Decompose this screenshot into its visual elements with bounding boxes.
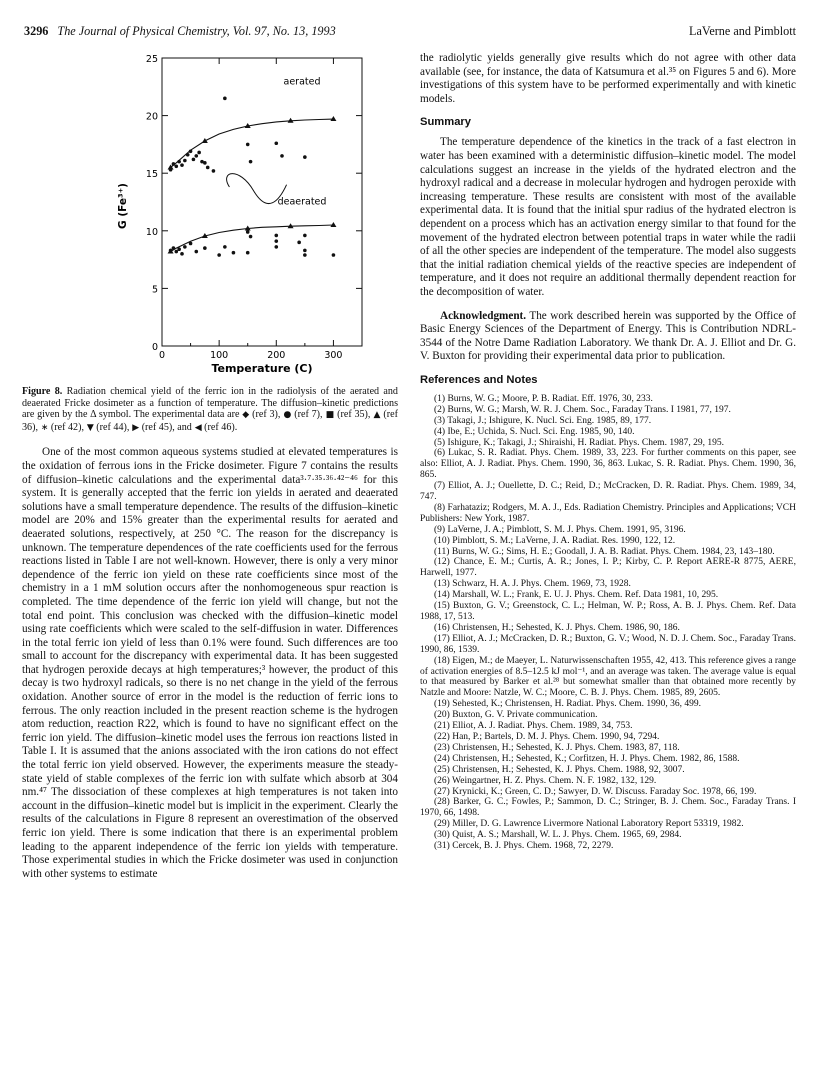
legend-text: (ref 44),	[93, 421, 130, 433]
data-point	[249, 235, 253, 239]
x-tick-label: 100	[210, 350, 229, 361]
legend-text: (ref 45), and	[139, 421, 192, 433]
reference-item: (27) Krynicki, K.; Green, C. D.; Sawyer, D. W. Discuss. Faraday Soc. 1978, 66, 199.	[434, 786, 757, 797]
model-curve	[171, 225, 334, 252]
running-authors: LaVerne and Pimblott	[689, 24, 796, 38]
data-point	[303, 234, 307, 238]
figure-8-chart	[22, 52, 398, 382]
reference-item: (13) Schwarz, H. A. J. Phys. Chem. 1969, 73, 1928.	[434, 579, 631, 590]
y-tick-label: 20	[145, 111, 158, 123]
data-point	[303, 253, 307, 257]
reference-item: (9) LaVerne, J. A.; Pimblott, S. M. J. Phys. Chem. 1991, 95, 3196.	[434, 524, 686, 535]
data-point	[177, 247, 181, 251]
data-point	[189, 150, 193, 154]
legend-item	[192, 422, 237, 433]
data-point	[183, 159, 187, 163]
data-point	[169, 168, 173, 172]
reference-item: (28) Barker, G. C.; Fowles, P.; Sammon, D. C.; Stringer, B. J. Chem. Soc., Faraday Trans. I 1970, 66, 1498.	[420, 797, 796, 819]
figure-caption	[22, 386, 398, 434]
reference-item: (30) Quist, A. S.; Marshall, W. L. J. Phys. Chem. 1965, 69, 2984.	[434, 830, 682, 841]
data-point	[197, 151, 201, 155]
journal-title: The Journal of Physical Chemistry, Vol. 97, No. 13, 1993	[57, 24, 336, 38]
y-tick-label: 25	[145, 54, 158, 65]
data-point	[217, 253, 221, 257]
model-point	[330, 116, 336, 121]
reference-item: (16) Christensen, H.; Sehested, K. J. Phys. Chem. 1986, 90, 186.	[434, 622, 680, 633]
left-column	[22, 52, 398, 881]
reference-item: (7) Elliot, A. J.; Ouellette, D. C.; Reid, D.; McCracken, D. R. Radiat. Phys. Chem. 1989, 34, 747.	[420, 481, 796, 503]
data-point	[174, 250, 178, 254]
body-paragraph-continued: the radiolytic yields generally give results which do not agree with other data available (see, for instance, the data of Katsumura et al.³⁵ on Figures 5 and 6). More investigations of this system have to be performed experimentally and with kinetic models.	[420, 52, 796, 105]
figure-label: Figure 8.	[22, 386, 63, 397]
reference-item: (21) Elliot, A. J. Radiat. Phys. Chem. 1989, 34, 753.	[434, 721, 633, 732]
reference-item: (24) Christensen, H.; Sehested, K.; Corfitzen, H. J. Phys. Chem. 1982, 86, 1588.	[434, 753, 740, 764]
data-point	[169, 249, 173, 253]
legend-item	[84, 422, 129, 433]
reference-item: (18) Eigen, M.; de Maeyer, L. Naturwissenschaften 1955, 42, 413. This reference gives a range of activation energies of 8.5–12.5 kJ mol⁻¹, and an average was taken. The average value is equal to that measured by Barker et al.²⁸ but somewhat smaller than that obtained more recently by Natzle and Moore: Natzle, W. C.; Moore, C. B. J. Phys. Chem. 1985, 89, 2605.	[420, 655, 796, 699]
data-point	[332, 253, 336, 257]
data-point	[274, 141, 278, 145]
legend-symbol: ●	[280, 410, 292, 421]
figure-8	[22, 52, 398, 382]
page-number: 3296	[24, 24, 49, 38]
data-point	[203, 161, 207, 165]
reference-item: (1) Burns, W. G.; Moore, P. B. Radiat. Eff. 1976, 30, 233.	[434, 393, 653, 404]
reference-item: (2) Burns, W. G.; Marsh, W. R. J. Chem. Soc., Faraday Trans. I 1981, 77, 197.	[434, 404, 731, 415]
ack-heading: Acknowledgment.	[440, 309, 527, 322]
data-point	[180, 163, 184, 167]
data-point	[174, 164, 178, 168]
legend-text: (ref 7),	[291, 409, 323, 421]
reference-item: (4) Ibe, E.; Uchida, S. Nucl. Sci. Eng. 1985, 90, 140.	[434, 426, 635, 437]
reference-item: (12) Chance, E. M.; Curtis, A. R.; Jones, I. P.; Kirby, C. P. Report AERE-R 8775, AERE, Harwell, 1977.	[420, 557, 796, 579]
data-point	[206, 166, 210, 170]
data-point	[189, 242, 193, 246]
legend-symbol: ■	[322, 410, 335, 421]
data-point	[180, 252, 184, 256]
x-tick-label: 200	[267, 350, 286, 361]
data-point	[274, 234, 278, 238]
reference-item: (3) Takagi, J.; Ishigure, K. Nucl. Sci. Eng. 1985, 89, 177.	[434, 415, 652, 426]
legend-text: (ref 36),	[22, 409, 398, 433]
data-point	[203, 246, 207, 250]
data-point	[246, 251, 250, 255]
page-header	[24, 24, 796, 42]
y-tick-label: 5	[151, 284, 158, 296]
y-tick-label: 15	[145, 169, 158, 181]
data-point	[172, 162, 176, 166]
y-tick-label: 0	[151, 342, 158, 353]
reference-item: (31) Cercek, B. J. Phys. Chem. 1968, 72, 2279.	[434, 841, 614, 852]
legend-item	[280, 409, 322, 420]
data-point	[303, 155, 307, 159]
reference-item: (22) Han, P.; Bartels, D. M. J. Phys. Chem. 1990, 94, 7294.	[434, 731, 660, 742]
ack-text: The work described herein was supported by the Office of Basic Energy Sciences of the Department of Energy. This is Contribution NDRL-3544 of the Notre Dame Radiation Laboratory. We thank Dr. A. J. Elliot and Dr. G. V. Buxton for providing their experimental data prior to publication.	[420, 309, 796, 363]
reference-item: (26) Weingartner, H. Z. Phys. Chem. N. F. 1982, 132, 129.	[434, 775, 657, 786]
data-point	[274, 239, 278, 243]
legend-text: (ref 3),	[249, 409, 281, 421]
reference-item: (17) Elliot, A. J.; McCracken, D. R.; Buxton, G. V.; Wood, N. D. J. Chem. Soc., Faraday Trans. 1990, 86, 1539.	[420, 633, 796, 655]
reference-item: (8) Farhataziz; Rodgers, M. A. J., Eds. Radiation Chemistry. Principles and Applications; VCH Publishers: New York, 1987.	[420, 502, 796, 524]
data-point	[194, 250, 198, 254]
plot-frame	[162, 58, 362, 346]
reference-item: (5) Ishigure, K.; Takagi, J.; Shiraishi, H. Radiat. Phys. Chem. 1987, 29, 195.	[434, 437, 724, 448]
legend-item	[323, 409, 371, 420]
x-tick-label: 300	[324, 350, 343, 361]
data-point	[280, 154, 284, 158]
legend-symbol: ◀	[191, 422, 202, 433]
data-point	[303, 249, 307, 253]
legend-text: (ref 46).	[201, 421, 238, 433]
reference-item: (20) Buxton, G. V. Private communication.	[434, 710, 598, 721]
summary-heading: Summary	[420, 116, 471, 129]
legend-item	[38, 422, 84, 433]
data-point	[223, 97, 227, 101]
series-bracket	[227, 174, 287, 204]
x-tick-label: 0	[158, 350, 166, 361]
reference-item: (15) Buxton, G. V.; Greenstock, C. L.; Helman, W. P.; Ross, A. B. J. Phys. Chem. Ref. Data 1988, 17, 513.	[420, 601, 796, 622]
legend-item	[129, 422, 191, 433]
y-tick-label: 10	[145, 226, 158, 238]
reference-item: (23) Christensen, H.; Sehested, K. J. Phys. Chem. 1983, 87, 118.	[434, 742, 680, 753]
reference-item: (19) Sehested, K.; Christensen, H. Radiat. Phys. Chem. 1990, 36, 499.	[434, 699, 702, 710]
caption-text: Radiation chemical yield of the ferric ion in the radiolysis of the aerated and deaerated Fricke dosimeter as a function of temperature. The diffusion–kinetic predictions are given by the Δ symbol. The experimental data are	[22, 386, 398, 421]
reference-item: (14) Marshall, W. L.; Frank, E. U. J. Phys. Chem. Ref. Data 1981, 10, 295.	[434, 590, 719, 601]
y-axis-label: G (Fe³⁺)	[117, 183, 129, 229]
reference-item: (10) Pimblott, S. M.; LaVerne, J. A. Radiat. Res. 1990, 122, 12.	[434, 535, 676, 546]
data-point	[183, 245, 187, 249]
summary-paragraph: The temperature dependence of the kinetics in the track of a fast electron in water has been examined with a deterministic diffusion–kinetic model. The model calculations suggest an increase in the yields of the hydrated electron and the hydroxyl radical and a decrease in molecular hydrogen and hydrogen peroxide with increasing temperature. These results are consistent with most of the available experimental data. It is found that the initial spur radius of the hydrated electron is dependent on a process which has an activation energy similar to that found for the movement of the hydrated electron between potential traps in water while the radii of all the other species are independent of the temperature. The model also suggests that the initial radiation chemical yields of the reactive species are independent of temperature, and it does not require an additional thermally dependent reaction for the decomposition of water.	[420, 136, 796, 298]
body-paragraph: One of the most common aqueous systems studied at elevated temperatures is the oxidation of ferrous ions in the Fricke dosimeter. Figure 7 contains the results of diffusion–kinetic calculations and the experimental data³·⁷·³⁵·³⁶·⁴²⁻⁴⁶ for this system. It is generally accepted that the ferric ion yields in aerated and deaerated solutions have a small temperature dependence. The results of the diffusion–kinetic model are 20% and 15% greater than the experimental results for aerated and deaerated solutions, respectively, at 250 °C. The reason for the discrepancy is unknown. The temperature dependences of the rate coefficients used for the ferrous reactions listed in Table I are not well-known. However, there is only a very minor dependence of the ferric ion yield on these rate coefficients since most of the chemistry in a 1 mM solution occurs after the nonhomogeneous spur reaction is completed. The time dependence of the ferric ion yield will change, but not the total end point. This conclusion was checked with the diffusion–kinetic model using rate coefficients which were scaled to the self-diffusion in water. Differences in the total ferric ion yield of less than 0.1% were found. Such differences are too small to account for the discrepancy with experimental data. It has been suggested that hydrogen peroxide decays at high temperatures;³ however, the product of this decay is two hydroxyl radicals, so there is no net change in the yield of the ferrous oxidation. Another source of error in the model is the reduction of ferric ions to ferrous. The only reaction included in the present reaction scheme is the hydrogen atom reduction, reaction R22, which is found to have no significant effect on the ferric ion yield. The diffusion–kinetic model uses the ferrous ion reactions listed in Table I. It is assumed that the anions associated with the iron cations do not effect the total ferric ion yield observed. However, the experiments measure the steady-state yield of stable complexes of the ferric ion with sulfate which absorb at 304 nm.⁴⁷ The dissociation of these complexes at high temperatures is not taken into account in the diffusion–kinetic model but is implicit in the experiment. Clearly the results of the calculations in Figure 8 represent an overestimation of the observed ferric ion yield. There is some indication that there is an experimental problem leading to the apparent independence of the ferric ion yields with temperature. Those experimental studies in which the Fricke dosimeter was used in conjunction with other systems to estimate	[22, 446, 398, 880]
data-point	[177, 160, 181, 164]
data-point	[246, 143, 250, 147]
data-point	[246, 230, 250, 234]
data-point	[172, 246, 176, 250]
legend-symbol: ▲	[370, 410, 381, 421]
aerated-annotation: aerated	[283, 76, 321, 88]
legend-symbol: ▶	[129, 422, 140, 433]
data-point	[223, 245, 227, 249]
data-point	[186, 153, 190, 157]
data-point	[232, 251, 236, 255]
reference-item: (11) Burns, W. G.; Sims, H. E.; Goodall, J. A. B. Radiat. Phys. Chem. 1984, 23, 143–180.	[434, 546, 775, 557]
data-point	[249, 160, 253, 164]
reference-item: (25) Christensen, H.; Sehested, K. J. Phys. Chem. 1988, 92, 3007.	[434, 764, 685, 775]
legend-symbol: ▼	[83, 422, 94, 433]
legend-item	[242, 409, 280, 420]
data-point	[194, 154, 198, 158]
reference-item: (29) Miller, D. G. Lawrence Livermore National Laboratory Report 53319, 1982.	[434, 819, 744, 830]
references-heading: References and Notes	[420, 373, 538, 386]
x-axis-label: Temperature (C)	[211, 362, 313, 375]
legend-symbol: ◆	[242, 410, 250, 421]
references-list	[420, 394, 796, 852]
legend-text: (ref 35),	[334, 409, 371, 421]
legend-symbol: ∗	[37, 422, 49, 433]
legend-text: (ref 42),	[48, 421, 84, 433]
right-column	[420, 52, 796, 852]
data-point	[212, 169, 216, 173]
reference-item: (6) Lukac, S. R. Radiat. Phys. Chem. 1989, 33, 223. For further comments on this paper, see also: Elliot, A. J. Radiat. Phys. Chem. 1990, 36, 863. Lukac, S. R. Radiat. Phys. Chem. 1990, 36, 865.	[420, 448, 796, 481]
data-point	[192, 158, 196, 162]
data-point	[274, 245, 278, 249]
deaerated-annotation: deaerated	[277, 196, 327, 208]
data-point	[297, 241, 301, 245]
acknowledgment	[420, 310, 796, 364]
